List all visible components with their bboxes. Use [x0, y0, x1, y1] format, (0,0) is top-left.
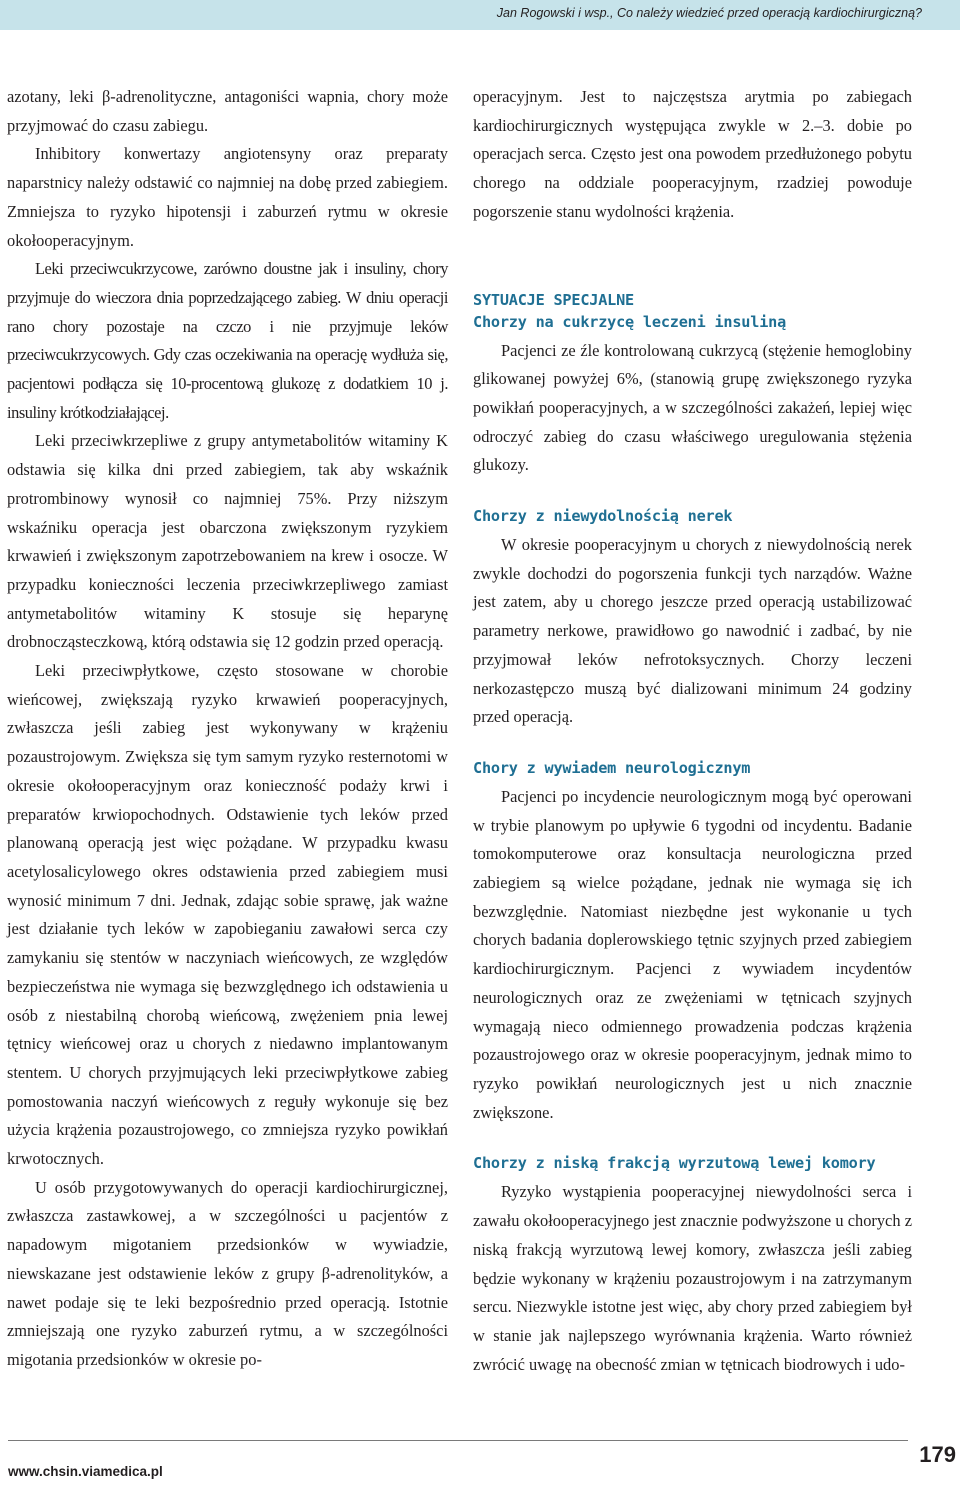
paragraph: Ryzyko wystąpienia pooperacyjnej niewydolności serca i zawału okołooperacyjnego jest znacznie podwyższone u chorych z niską frakcją wyrzutową lewej komory, zwłaszcza jeśli zabieg będzie wykonany w krążeniu pozaustrojowym i na zatrzymanym sercu. Niezwykle istotne jest więc, aby chory przed zabiegiem był w stanie jak najlepszego wyrównania krążenia. Warto również zwrócić uwagę na obecność zmian w tętnicach biodrowych i udo- [473, 1182, 912, 1374]
paragraph: azotany, leki β-adrenolityczne, antagoniści wapnia, chory może przyjmować do czasu zabiegu. [7, 87, 448, 135]
right-column [473, 83, 912, 1379]
paragraph: Leki przeciwkrzepliwe z grupy antymetabolitów witaminy K odstawia się kilka dni przed zabiegiem, tak aby wskaźnik protrombinowy wynosił co najmniej 75%. Przy niższym wskaźniku operacja jest obarczona zwiększonym ryzykiem krwawień i zwiększonym zapotrzebowaniem na krew i osocze. W przypadku konieczności leczenia przeciwkrzepliwego zamiast antymetabolitów witaminy K stosuje się heparynę drobnocząsteczkową, którą odstawia się 12 godzin przed operacją. [7, 431, 448, 652]
paragraph: Leki przeciwpłytkowe, często stosowane w chorobie wieńcowej, zwiększają ryzyko krwawień pooperacyjnych, zwłaszcza jeśli zabieg jest wykonywany w krążeniu pozaustrojowym. Zwiększa się tym samym ryzyko resternotomi w okresie okołooperacyjnym oraz konieczność podaży krwi i preparatów krwiopochodnych. Odstawienie tych leków przed planowaną operacją jest więc pożądane. W przypadku kwasu acetylosalicylowego okres odstawienia przed zabiegiem musi wynosić minimum 7 dni. Jednak, zdając sobie sprawę, jak ważne jest działanie tych leków w zapobieganiu zawałowi serca czy zamykaniu się stentów w naczyniach wieńcowych, ze względów bezpieczeństwa nie wymaga się bezwzględnego ich odstawienia u osób z niestabilną chorobą wieńcową, zwężeniem pnia lewej tętnicy wieńcowej oraz u chorych z niedawno implantowanym stentem. U chorych przyjmujących leki przeciwpłytkowe zabieg pomostowania naczyń wieńcowych z reguły wykonuje się bez użycia krążenia pozaustrojowego, co zmniejsza ryzyko powikłań krwotocznych. [7, 661, 448, 1169]
section-title: SYTUACJE SPECJALNE [473, 290, 634, 309]
running-title: Jan Rogowski i wsp., Co należy wiedzieć przed operacją kardiochirurgiczną? [496, 6, 922, 20]
paragraph: W okresie pooperacyjnym u chorych z niewydolnością nerek zwykle dochodzi do pogorszenia funkcji tych narządów. Ważne jest zatem, aby u chorego jeszcze przed operacją ustabilizować parametry nerkowe, prawidłowo go nawodnić i zadbać, by nie przyjmował leków nefrotoksycznych. Chorzy leczeni nerkozastępczo muszą być dializowani minimum 24 godziny przed operacją. [473, 535, 912, 727]
paragraph: U osób przygotowywanych do operacji kardiochirurgicznej, zwłaszcza zastawkowej, a w szczególności u pacjentów z napadowym migotaniem przedsionków w wywiadzie, niewskazane jest odstawienie leków z grupy β-adrenolityków, a nawet podaje się te leki bezpośrednio przed operacją. Istotnie zmniejszają one ryzyko zaburzeń rytmu, a w szczególności migotania przedsionków w okresie po- [7, 1177, 448, 1369]
paragraph: Pacjenci po incydencie neurologicznym mogą być operowani w trybie planowym po upływie 6 tygodni od incydentu. Badanie tomokomputerowe oraz konsultacja neurologiczna przed zabiegiem są wielce pożądane, jednak nie wymaga się ich bezwzględnie. Natomiast niezbędne jest wykonanie u tych chorych badania doplerowskiego tętnic szyjnych przed zabiegiem kardiochirurgicznym. Pacjenci z wywiadem incydentów neurologicznych oraz ze zwężeniami w tętnicach szyjnych wymagają nieco odmiennego prowadzenia podczas krążenia pozaustrojowego oraz w okresie pooperacyjnym, jednak mimo to ryzyko powikłań neurologicznych jest u nich znacznie zwiększone. [473, 786, 912, 1122]
subsection-title-low-ef: Chorzy z niską frakcją wyrzutową lewej komory [473, 1154, 876, 1173]
paragraph: Pacjenci ze źle kontrolowaną cukrzycą (stężenie hemoglobiny glikowanej powyżej 6%, (stanowią grupę zwiększonego ryzyka powikłań pooperacyjnych, a w szczególności zakażeń, lepiej więc odroczyć zabieg do czasu właściwego uregulowania stężenia glukozy. [473, 340, 912, 475]
footer-divider [8, 1440, 908, 1441]
running-header [0, 0, 960, 30]
subsection-title-neurology: Chory z wywiadem neurologicznym [473, 758, 751, 777]
paragraph: Leki przeciwcukrzycowe, zarówno doustne jak i insuliny, chory przyjmuje do wieczora dnia poprzedzającego zabieg. W dniu operacji rano chory pozostaje na czczo i nie przyjmuje leków przeciwcukrzycowych. Gdy czas oczekiwania na operację wydłuża się, pacjentowi podłącza się 10-procentową glukozę z dodatkiem 10 j. insuliny krótkodziałającej. [7, 259, 448, 422]
paragraph: operacyjnym. Jest to najczęstsza arytmia po zabiegach kardiochirurgicznych występująca zwykle w 2.–3. dobie po operacjach serca. Często jest ona powodem przedłużonego pobytu chorego na oddziale pooperacyjnym, rzadziej powoduje pogorszenie stanu wydolności krążenia. [473, 87, 912, 221]
subsection-title-kidney: Chorzy z niewydolnością nerek [473, 507, 733, 526]
subsection-title-diabetes: Chorzy na cukrzycę leczeni insuliną [473, 312, 787, 331]
footer-url[interactable]: www.chsin.viamedica.pl [8, 1464, 163, 1479]
left-column [7, 83, 448, 1375]
page-number: 179 [919, 1442, 956, 1467]
paragraph: Inhibitory konwertazy angiotensyny oraz preparaty naparstnicy należy odstawić co najmniej na dobę przed zabiegiem. Zmniejsza to ryzyko hipotensji i zaburzeń rytmu w okresie okołooperacyjnym. [7, 144, 448, 250]
